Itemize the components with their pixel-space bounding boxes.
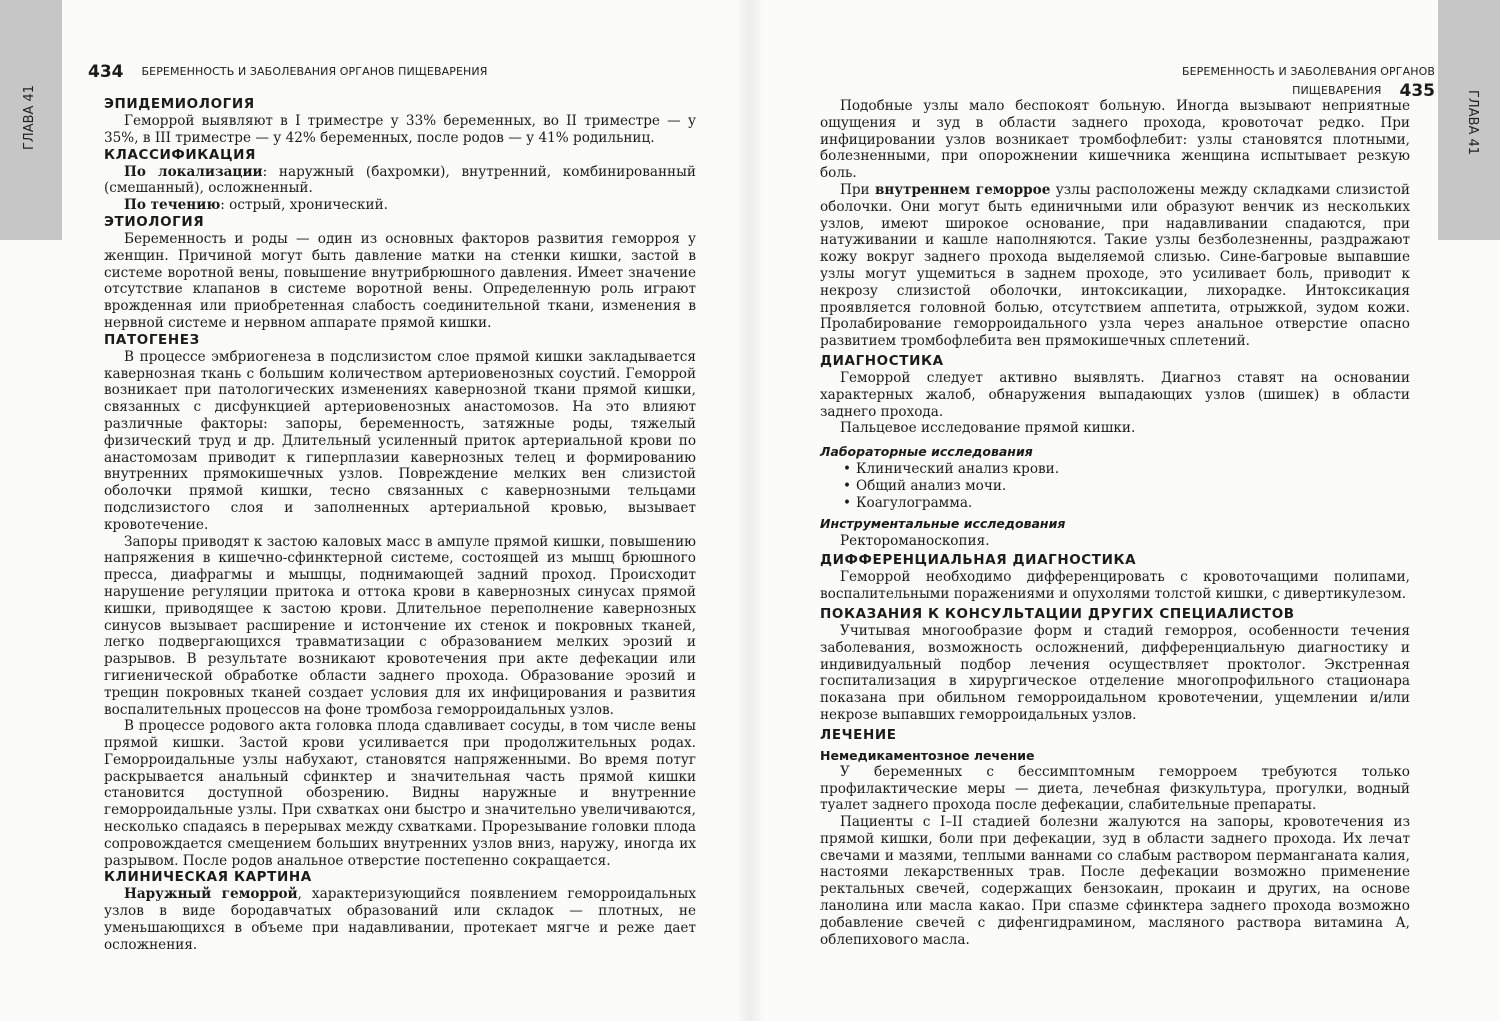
section-heading-consultation: ПОКАЗАНИЯ К КОНСУЛЬТАЦИИ ДРУГИХ СПЕЦИАЛИСТОВ	[820, 605, 1295, 622]
chapter-tab	[0, 0, 62, 240]
section-heading-classification: КЛАССИФИКАЦИЯ	[104, 146, 256, 163]
classification-localization	[104, 164, 696, 198]
classification-course-label: По течению	[124, 197, 221, 214]
classification-localization-text: : наружный (бахромки), внутренний, комбинированный (смешанный), осложненный.	[104, 163, 696, 197]
subheading-lab: Лабораторные исследования	[820, 444, 1033, 460]
subheading-instrumental: Инструментальные исследования	[820, 515, 1066, 531]
section-heading-clinical: КЛИНИЧЕСКАЯ КАРТИНА	[104, 869, 312, 886]
page-number: 434	[88, 62, 124, 82]
running-head	[1040, 62, 1435, 101]
section-heading-epidemiology: ЭПИДЕМИОЛОГИЯ	[104, 96, 255, 112]
running-head-title: БЕРЕМЕННОСТЬ И ЗАБОЛЕВАНИЯ ОРГАНОВ ПИЩЕВАРЕНИЯ	[141, 65, 488, 78]
section-heading-pathogenesis: ПАТОГЕНЕЗ	[104, 331, 200, 348]
list-item: • Клинический анализ крови.	[856, 461, 1410, 478]
instrumental-text: Ректороманоскопия.	[840, 532, 990, 549]
section-heading-differential: ДИФФЕРЕНЦИАЛЬНАЯ ДИАГНОСТИКА	[820, 552, 1137, 569]
running-head	[88, 62, 698, 82]
subheading-nondrug: Немедикаментозное лечение	[820, 747, 1035, 763]
clinical-label: Наружный геморрой	[124, 886, 298, 903]
left-page	[0, 0, 740, 1021]
treatment-paragraph: У беременных с бессимптомным геморроем требуются только профилактические меры — диета, лечебная физкультура, прогулки, водный туалет заднего прохода после дефекации, слабительные препараты.	[820, 763, 1410, 814]
pathogenesis-paragraph: В процессе эмбриогенеза в подслизистом слое прямой кишки закладывается кавернозная ткань с большим количеством артериовенозных соустий. Геморрой возникает при патологических изменениях кавернозной ткани прямой кишки, связанных с дисфункцией артериовенозных анастомозов. На это влияют различные факторы: запоры, беременность, затяжные роды, тяжелый физический труд и др. Длительный усиленный приток артериальной крови по анастомозам приводит к гиперплазии кавернозных телец и формированию внутренних прямокишечных узлов. Повреждение мелких вен слизистой оболочки прямой кишки, тесно связанных с кавернозными тельцами подслизистого слоя и заполненных артериальной кровью, вызывает кровотечение.	[104, 348, 696, 533]
right-page	[760, 0, 1500, 1021]
pathogenesis-paragraph: Запоры приводят к застою каловых масс в ампуле прямой кишки, повышению напряжения в кишечно-сфинктерной системе, состоящей из мышц брюшного пресса, диафрагмы и мышцы, поднимающей задний проход. Происходит нарушение регуляции притока и оттока крови в кавернозных синусах прямой кишки, приводящее к застою крови. Длительное переполнение кавернозных синусов вызывает расширение и истончение их стенок и покровных тканей, легко подвергающихся травматизации с образованием мелких эрозий и разрывов. В результате возникают кровотечения при акте дефекации или гигиенической обработке области заднего прохода. Образование эрозий и трещин покровных тканей создает условия для их инфицирования и развития воспалительных процессов на фоне тромбоза геморроидальных узлов.	[104, 533, 696, 718]
page-body	[104, 96, 696, 954]
list-item: • Общий анализ мочи.	[856, 478, 1410, 495]
classification-course	[104, 197, 696, 214]
list-item: • Коагулограмма.	[856, 495, 1410, 512]
etiology-text: Беременность и роды — один из основных факторов развития геморроя у женщин. Причиной могут быть давление матки на стенки кишки, застой в системе воротной вены, повышение внутрибрюшного давления. Имеет значение отсутствие клапанов в системе воротной вены. Определенную роль играют врожденная или приобретенная слабость соединительной ткани, изменения в нервной системе и нервном аппарате прямой кишки.	[104, 230, 696, 331]
internal-hemorrhoid-text	[820, 182, 1410, 350]
page-number: 435	[1399, 81, 1435, 101]
clinical-description: , характеризующийся появлением геморроидальных узлов в виде бородавчатых образований или складок — плотных, не уменьшающихся в объеме при надавливании, протекает мягче и реже дает осложнения.	[104, 886, 696, 953]
clinical-text	[104, 886, 696, 953]
pathogenesis-paragraph: В процессе родового акта головка плода сдавливает сосуды, в том числе вены прямой кишки. Застой крови усиливается при продолжительных родах. Геморроидальные узлы набухают, становятся напряженными. Во время потуг раскрывается анальный сфинктер и значительная часть прямой кишки становится доступной обозрению. Видны наружные и внутренние геморроидальные узлы. При схватках они быстро и значительно увеличиваются, несколько спадаясь в перерывах между схватками. Прорезывание головки плода сопровождается смещением больших внутренних узлов вниз, наружу, иногда их разрывом. После родов анальное отверстие постепенно сокращается.	[104, 718, 696, 869]
diagnostics-text-digital: Пальцевое исследование прямой кишки.	[840, 420, 1136, 437]
chapter-tab-label: ГЛАВА 41	[1465, 90, 1480, 156]
epidemiology-text: Геморрой выявляют в I триместре у 33% беременных, во II триместре — у 35%, в III триместре — у 42% беременных, после родов — у 41% родильниц.	[104, 113, 696, 146]
page-body	[820, 98, 1410, 948]
internal-prefix: При	[840, 181, 875, 198]
section-heading-etiology: ЭТИОЛОГИЯ	[104, 213, 205, 230]
running-head-title: БЕРЕМЕННОСТЬ И ЗАБОЛЕВАНИЯ ОРГАНОВ ПИЩЕВАРЕНИЯ	[1181, 65, 1435, 97]
lab-list	[820, 461, 1410, 511]
section-heading-diagnostics: ДИАГНОСТИКА	[820, 352, 944, 369]
classification-localization-label: По локализации	[124, 163, 263, 180]
diagnostics-text: Геморрой следует активно выявлять. Диагноз ставят на основании характерных жалоб, обнаружения выпадающих узлов (шишек) в области заднего прохода.	[820, 369, 1410, 420]
classification-course-text: : острый, хронический.	[220, 197, 388, 214]
chapter-tab	[1438, 0, 1500, 240]
clinical-continuation-text: Подобные узлы мало беспокоят больную. Иногда вызывают неприятные ощущения и зуд в области заднего прохода, кровоточат редко. При инфицировании узлов возникает тромбофлебит: узлы становятся плотными, болезненными, при опорожнении кишечника женщина испытывает резкую боль.	[820, 98, 1410, 182]
consultation-text: Учитывая многообразие форм и стадий геморроя, особенности течения заболевания, возможность осложнений, дифференциальную диагностику и индивидуальный подбор лечения осуществляет проктолог. Экстренная госпитализация в хирургическое отделение многопрофильного стационара показана при обильном геморроидальном кровотечении, ущемлении и/или некрозе выпавших геморроидальных узлов.	[820, 622, 1410, 723]
internal-description: узлы расположены между складками слизистой оболочки. Они могут быть единичными или образуют венчик из нескольких узлов, имеют широкое основание, при надавливании спадаются, при натуживании и кашле наполняются. Такие узлы безболезненны, раздражают кожу вокруг заднего прохода выделяемой слизью. Сине-багровые выпавшие узлы могут ущемиться в заднем проходе, это усиливает боль, приводит к некрозу слизистой оболочки, интоксикации, лихорадке. Интоксикация проявляется головной болью, отсутствием аппетита, отрыжкой, зудом кожи. Пролабирование геморроидального узла через анальное отверстие опасно развитием тромбофлебита вен прямокишечных сплетений.	[820, 181, 1410, 350]
chapter-tab-label: ГЛАВА 41	[22, 84, 37, 150]
treatment-paragraph: Пациенты с I–II стадией болезни жалуются на запоры, кровотечения из прямой кишки, боли при дефекации, зуд в области заднего прохода. Их лечат свечами и мазями, теплыми ваннами со слабым раствором перманганата калия, настоями лекарственных трав. После дефекации возможно применение ректальных свечей, содержащих бензокаин, прокаин и других, на основе ланолина или масла какао. При спазме сфинктера заднего прохода возможно добавление свечей с дифенгидрамином, масляного раствора витамина А, облепихового масла.	[820, 814, 1410, 948]
internal-label: внутреннем геморрое	[874, 181, 1051, 198]
section-heading-treatment: ЛЕЧЕНИЕ	[820, 726, 897, 743]
differential-text: Геморрой необходимо дифференцировать с кровоточащими полипами, воспалительными поражениями и опухолями толстой кишки, с дивертикулезом.	[820, 569, 1410, 603]
